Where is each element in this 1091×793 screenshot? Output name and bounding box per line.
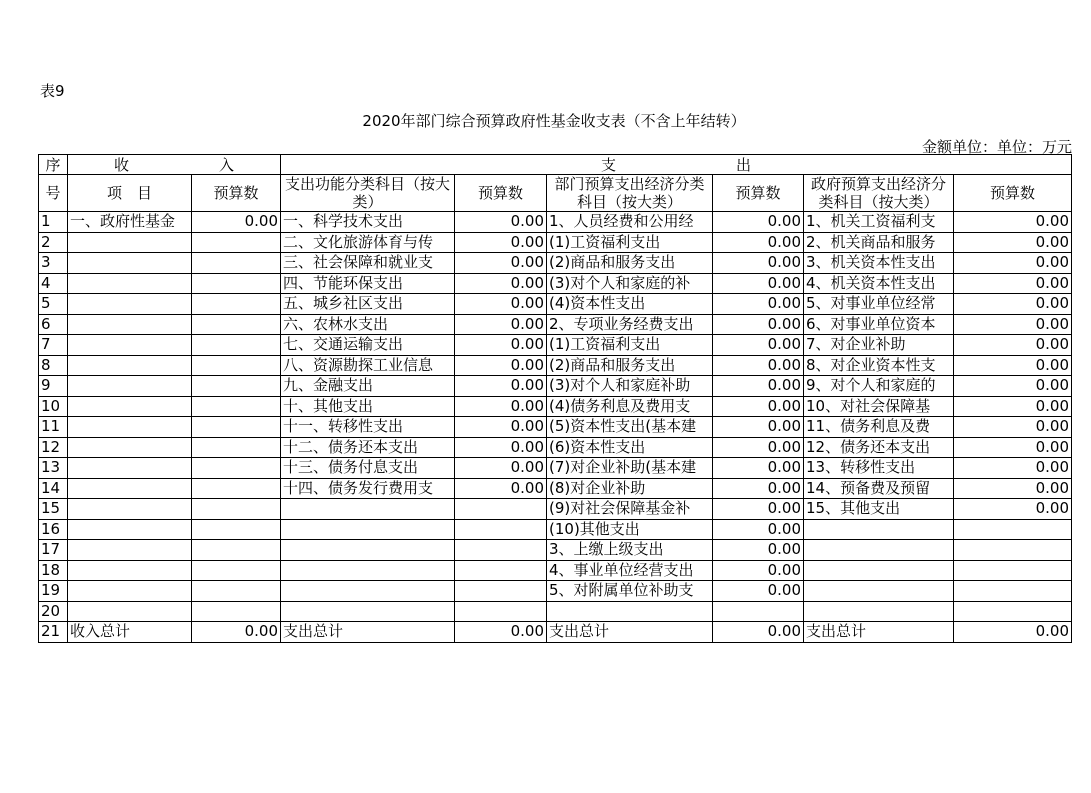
dept-econ-cell [547,601,713,622]
gov-econ-cell: 10、对社会保障基 [804,396,954,417]
header-func-class: 支出功能分类科目（按大类） [281,175,455,212]
income-item-cell [68,560,192,581]
dept-amount-cell: 0.00 [713,581,804,602]
table-row [39,417,1072,438]
budget-table [38,154,1072,643]
table-row [39,335,1072,356]
income-amount-cell [192,232,281,253]
func-class-cell: 一、科学技术支出 [281,212,455,233]
gov-econ-cell: 14、预备费及预留 [804,478,954,499]
table-row [39,478,1072,499]
gov-econ-cell [804,560,954,581]
gov-amount-cell: 0.00 [954,273,1072,294]
gov-econ-cell: 8、对企业资本性支 [804,355,954,376]
seq-cell: 10 [39,396,68,417]
seq-cell: 6 [39,314,68,335]
func-class-cell: 四、节能环保支出 [281,273,455,294]
income-amount-cell [192,478,281,499]
gov-amount-cell: 0.00 [954,376,1072,397]
dept-econ-cell: (3)对个人和家庭的补 [547,273,713,294]
table-row [39,273,1072,294]
dept-amount-cell: 0.00 [713,314,804,335]
gov-econ-cell: 15、其他支出 [804,499,954,520]
func-class-cell [281,581,455,602]
gov-econ-cell [804,601,954,622]
dept-amount-cell: 0.00 [713,335,804,356]
gov-econ-cell: 13、转移性支出 [804,458,954,479]
seq-cell: 2 [39,232,68,253]
gov-econ-cell: 9、对个人和家庭的 [804,376,954,397]
func-class-cell: 七、交通运输支出 [281,335,455,356]
income-item-cell [68,601,192,622]
func-class-cell: 十、其他支出 [281,396,455,417]
gov-econ-cell: 5、对事业单位经常 [804,294,954,315]
dept-econ-cell: (4)资本性支出 [547,294,713,315]
func-amount-cell: 0.00 [455,273,547,294]
gov-econ-cell: 2、机关商品和服务 [804,232,954,253]
dept-amount-cell: 0.00 [713,294,804,315]
dept-amount-cell [713,601,804,622]
dept-amount-cell: 0.00 [713,499,804,520]
dept-amount-cell: 0.00 [713,355,804,376]
func-class-cell: 十二、债务还本支出 [281,437,455,458]
income-amount-cell [192,601,281,622]
dept-econ-cell: 支出总计 [547,622,713,643]
dept-amount-cell: 0.00 [713,417,804,438]
gov-amount-cell: 0.00 [954,253,1072,274]
table-row [39,437,1072,458]
header-dept-econ: 部门预算支出经济分类科目（按大类） [547,175,713,212]
seq-cell: 16 [39,519,68,540]
dept-econ-cell: (3)对个人和家庭补助 [547,376,713,397]
dept-amount-cell: 0.00 [713,273,804,294]
dept-amount-cell: 0.00 [713,376,804,397]
income-amount-cell [192,273,281,294]
func-amount-cell [455,560,547,581]
func-class-cell [281,560,455,581]
gov-amount-cell: 0.00 [954,396,1072,417]
income-item-cell [68,519,192,540]
func-amount-cell: 0.00 [455,458,547,479]
table-number: 表9 [40,82,65,100]
seq-cell: 15 [39,499,68,520]
income-amount-cell [192,376,281,397]
table-row [39,212,1072,233]
func-amount-cell: 0.00 [455,314,547,335]
func-class-cell [281,601,455,622]
income-item-cell [68,437,192,458]
gov-amount-cell: 0.00 [954,355,1072,376]
table-row [39,314,1072,335]
func-class-cell: 十四、债务发行费用支 [281,478,455,499]
func-amount-cell: 0.00 [455,437,547,458]
dept-amount-cell: 0.00 [713,232,804,253]
gov-econ-cell: 11、债务利息及费 [804,417,954,438]
seq-cell: 18 [39,560,68,581]
income-item-cell [68,499,192,520]
income-amount-cell [192,437,281,458]
dept-econ-cell: (6)资本性支出 [547,437,713,458]
seq-cell: 17 [39,540,68,561]
func-amount-cell: 0.00 [455,212,547,233]
func-amount-cell: 0.00 [455,622,547,643]
table-row [39,294,1072,315]
gov-econ-cell: 支出总计 [804,622,954,643]
table-row [39,540,1072,561]
gov-amount-cell [954,560,1072,581]
seq-cell: 20 [39,601,68,622]
func-amount-cell [455,540,547,561]
header-income-char-2: 入 [219,155,235,174]
header-seq-bottom: 号 [39,175,68,212]
gov-econ-cell: 7、对企业补助 [804,335,954,356]
seq-cell: 11 [39,417,68,438]
header-item: 项 目 [68,175,192,212]
income-item-cell [68,581,192,602]
header-func-budget: 预算数 [455,175,547,212]
func-class-cell: 三、社会保障和就业支 [281,253,455,274]
dept-econ-cell: (7)对企业补助(基本建 [547,458,713,479]
amount-unit: 金额单位：单位：万元 [921,138,1072,156]
income-amount-cell [192,581,281,602]
dept-econ-cell: 4、事业单位经营支出 [547,560,713,581]
header-row-1 [39,155,1072,175]
func-amount-cell [455,601,547,622]
income-amount-cell [192,499,281,520]
table-row [39,355,1072,376]
func-amount-cell: 0.00 [455,396,547,417]
func-amount-cell: 0.00 [455,376,547,397]
header-expense-char-1: 支 [600,155,616,174]
income-item-cell [68,376,192,397]
func-class-cell: 六、农林水支出 [281,314,455,335]
func-class-cell: 八、资源勘探工业信息 [281,355,455,376]
income-item-cell [68,458,192,479]
header-row-2 [39,175,1072,212]
header-income-char-1: 收 [113,155,129,174]
dept-amount-cell: 0.00 [713,540,804,561]
income-amount-cell [192,519,281,540]
income-amount-cell [192,253,281,274]
func-amount-cell: 0.00 [455,417,547,438]
header-income-budget: 预算数 [192,175,281,212]
gov-amount-cell: 0.00 [954,499,1072,520]
income-item-cell [68,314,192,335]
header-seq-top: 序 [39,155,68,175]
seq-cell: 1 [39,212,68,233]
dept-econ-cell: 1、人员经费和公用经 [547,212,713,233]
dept-amount-cell: 0.00 [713,478,804,499]
income-amount-cell: 0.00 [192,622,281,643]
income-amount-cell [192,458,281,479]
seq-cell: 14 [39,478,68,499]
table-row [39,396,1072,417]
table-row [39,232,1072,253]
gov-econ-cell [804,581,954,602]
table-row [39,560,1072,581]
seq-cell: 13 [39,458,68,479]
income-amount-cell [192,540,281,561]
dept-amount-cell: 0.00 [713,212,804,233]
gov-amount-cell [954,581,1072,602]
func-amount-cell: 0.00 [455,335,547,356]
income-amount-cell [192,355,281,376]
gov-amount-cell: 0.00 [954,458,1072,479]
dept-econ-cell: (10)其他支出 [547,519,713,540]
income-item-cell [68,335,192,356]
func-amount-cell [455,499,547,520]
gov-amount-cell: 0.00 [954,437,1072,458]
func-class-cell: 五、城乡社区支出 [281,294,455,315]
income-item-cell [68,273,192,294]
income-amount-cell [192,417,281,438]
table-row [39,458,1072,479]
seq-cell: 3 [39,253,68,274]
seq-cell: 21 [39,622,68,643]
income-amount-cell [192,396,281,417]
income-item-cell [68,540,192,561]
income-item-cell [68,396,192,417]
func-amount-cell: 0.00 [455,294,547,315]
seq-cell: 7 [39,335,68,356]
func-class-cell [281,499,455,520]
income-amount-cell [192,314,281,335]
func-class-cell [281,540,455,561]
header-gov-econ: 政府预算支出经济分类科目（按大类） [804,175,954,212]
dept-econ-cell: (4)债务利息及费用支 [547,396,713,417]
seq-cell: 8 [39,355,68,376]
dept-econ-cell: 5、对附属单位补助支 [547,581,713,602]
dept-econ-cell: (2)商品和服务支出 [547,355,713,376]
func-class-cell: 九、金融支出 [281,376,455,397]
income-item-cell [68,253,192,274]
gov-amount-cell: 0.00 [954,478,1072,499]
income-item-cell [68,478,192,499]
dept-amount-cell: 0.00 [713,560,804,581]
dept-econ-cell: (5)资本性支出(基本建 [547,417,713,438]
gov-econ-cell: 12、债务还本支出 [804,437,954,458]
income-item-cell: 一、政府性基金 [68,212,192,233]
income-item-cell [68,294,192,315]
income-item-cell [68,355,192,376]
gov-econ-cell: 6、对事业单位资本 [804,314,954,335]
func-class-cell: 二、文化旅游体育与传 [281,232,455,253]
document-title: 2020年部门综合预算政府性基金收支表（不含上年结转） [362,112,746,130]
table-row [39,376,1072,397]
func-class-cell [281,519,455,540]
func-amount-cell: 0.00 [455,253,547,274]
gov-econ-cell: 4、机关资本性支出 [804,273,954,294]
income-item-cell [68,232,192,253]
gov-econ-cell: 1、机关工资福利支 [804,212,954,233]
gov-amount-cell [954,540,1072,561]
seq-cell: 5 [39,294,68,315]
header-income [68,155,281,175]
dept-econ-cell: (1)工资福利支出 [547,232,713,253]
table-row [39,601,1072,622]
gov-amount-cell: 0.00 [954,335,1072,356]
table-row [39,581,1072,602]
dept-econ-cell: (2)商品和服务支出 [547,253,713,274]
func-amount-cell: 0.00 [455,478,547,499]
table-row [39,519,1072,540]
dept-econ-cell: (9)对社会保障基金补 [547,499,713,520]
gov-amount-cell [954,519,1072,540]
dept-econ-cell: 2、专项业务经费支出 [547,314,713,335]
table-row [39,253,1072,274]
dept-amount-cell: 0.00 [713,396,804,417]
gov-amount-cell: 0.00 [954,314,1072,335]
func-amount-cell [455,581,547,602]
seq-cell: 12 [39,437,68,458]
income-item-cell: 收入总计 [68,622,192,643]
gov-amount-cell [954,601,1072,622]
dept-amount-cell: 0.00 [713,253,804,274]
income-amount-cell [192,560,281,581]
header-expense-char-2: 出 [736,155,752,174]
seq-cell: 9 [39,376,68,397]
header-expense [281,155,1072,175]
income-amount-cell [192,335,281,356]
income-item-cell [68,417,192,438]
func-class-cell: 十三、债务付息支出 [281,458,455,479]
income-amount-cell [192,294,281,315]
func-class-cell: 十一、转移性支出 [281,417,455,438]
dept-amount-cell: 0.00 [713,622,804,643]
dept-amount-cell: 0.00 [713,437,804,458]
dept-econ-cell: (1)工资福利支出 [547,335,713,356]
gov-amount-cell: 0.00 [954,232,1072,253]
seq-cell: 4 [39,273,68,294]
func-amount-cell: 0.00 [455,232,547,253]
gov-econ-cell [804,519,954,540]
dept-amount-cell: 0.00 [713,458,804,479]
table-row [39,622,1072,643]
dept-econ-cell: 3、上缴上级支出 [547,540,713,561]
seq-cell: 19 [39,581,68,602]
gov-amount-cell: 0.00 [954,212,1072,233]
header-gov-budget: 预算数 [954,175,1072,212]
dept-econ-cell: (8)对企业补助 [547,478,713,499]
dept-amount-cell: 0.00 [713,519,804,540]
gov-econ-cell [804,540,954,561]
header-dept-budget: 预算数 [713,175,804,212]
func-class-cell: 支出总计 [281,622,455,643]
gov-amount-cell: 0.00 [954,417,1072,438]
func-amount-cell: 0.00 [455,355,547,376]
gov-amount-cell: 0.00 [954,622,1072,643]
func-amount-cell [455,519,547,540]
gov-amount-cell: 0.00 [954,294,1072,315]
income-amount-cell: 0.00 [192,212,281,233]
gov-econ-cell: 3、机关资本性支出 [804,253,954,274]
table-row [39,499,1072,520]
